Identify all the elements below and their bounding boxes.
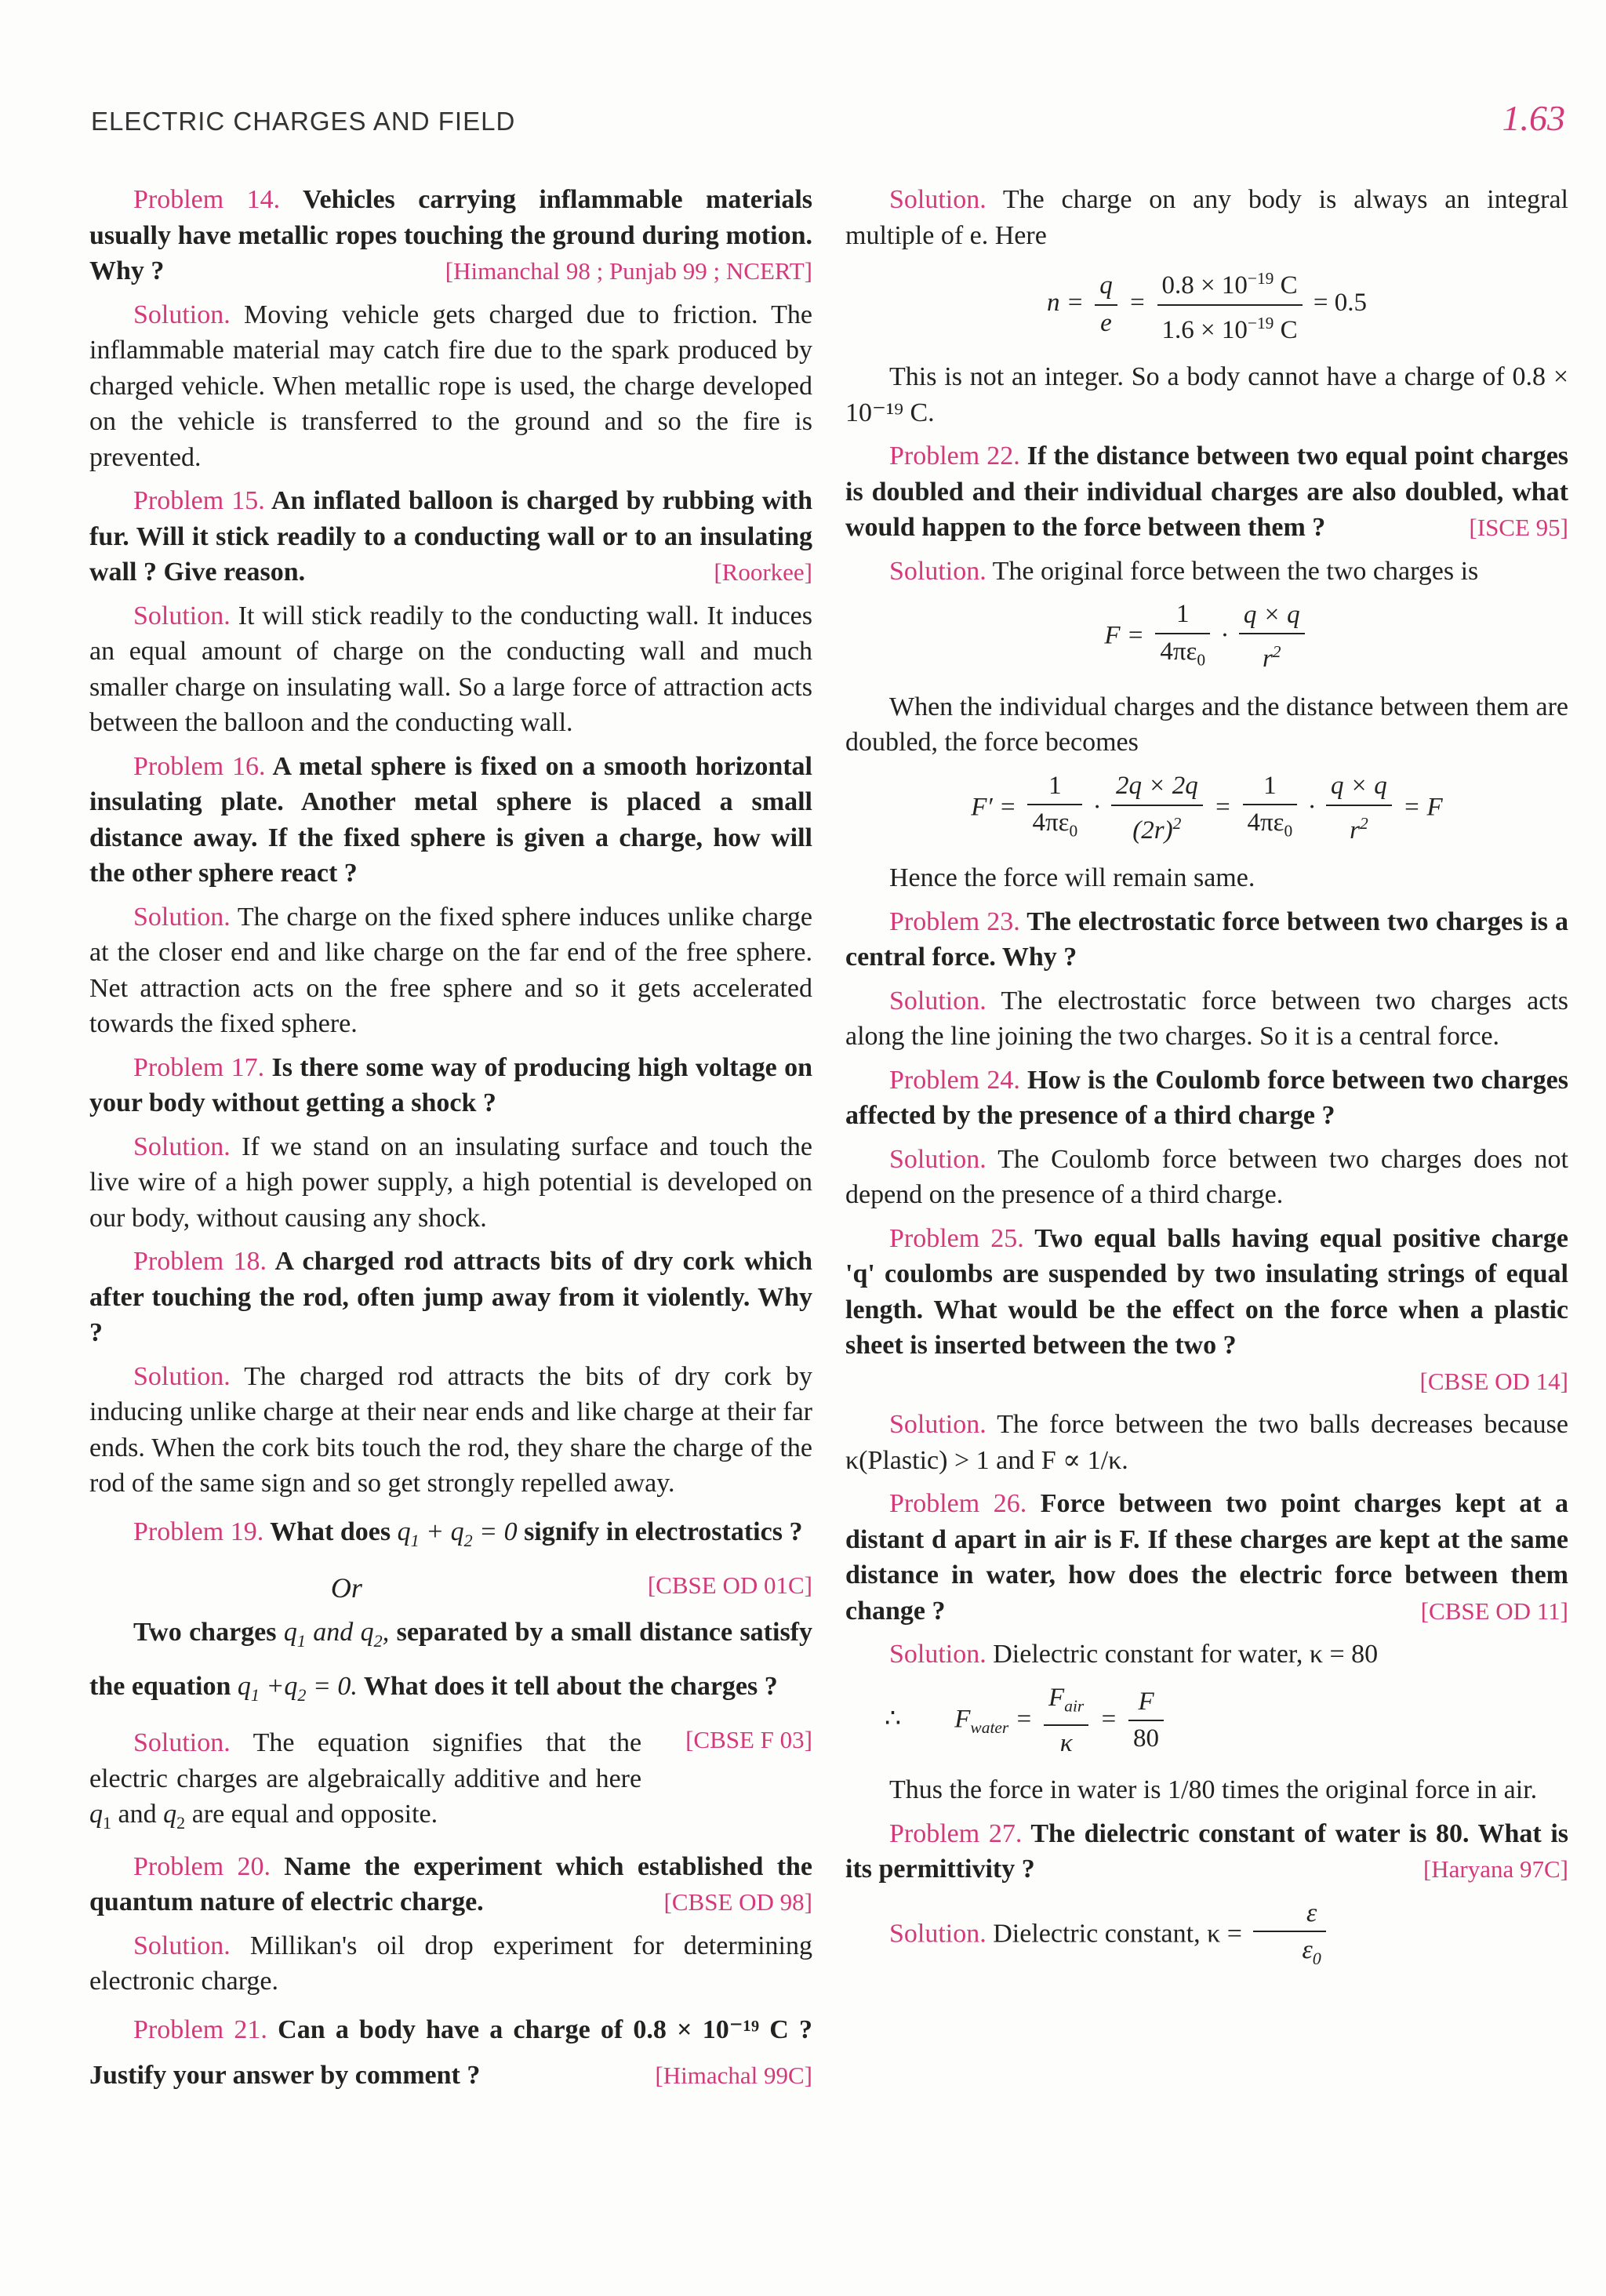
problem-label: Problem 21. <box>133 2014 267 2044</box>
problem-question-mid: separated by a small distance satisfy the equation <box>89 1617 813 1701</box>
problem-source: [CBSE OD 11] <box>1420 1597 1568 1625</box>
problem-24 <box>845 1063 1568 1134</box>
problem-question-start: What does <box>270 1517 391 1546</box>
solution-24 <box>845 1142 1568 1213</box>
solution-text: The charge on the fixed sphere induces unlike charge at the closer end and like charge on the far end of the free sphere. Net attraction acts on the free sphere and so it gets accelerated towards the fixed sphere. <box>89 902 812 1038</box>
problem-question: A metal sphere is fixed on a smooth horizontal insulating plate. Another metal sphere is placed a small distance away. If the fixed sphere is given a charge, how will the other sphere react ? <box>89 751 812 888</box>
problem-source: [CBSE F 03] <box>685 1726 812 1754</box>
problem-question: Force between two point charges kept at a distant d apart in air is F. If these charges are kept at the same distance in water, how does the electric force between them change ? <box>845 1489 1569 1626</box>
solution-19: Solution. The equation signifies that the electric charges are algebraically additive and here $q_1$ and $q_2$ are equal and opposite. <box>89 1728 642 1833</box>
problem-16 <box>89 749 812 892</box>
problem-23 <box>845 904 1568 975</box>
solution-text: The force between the two balls decreases because κ(Plastic) > 1 and F ∝ 1/κ. <box>845 1410 1569 1475</box>
solution-text: The electrostatic force between two charges acts along the line joining the two charges. So it is a central force. <box>845 986 1568 1052</box>
solution-text-end: are equal and opposite. <box>191 1800 438 1829</box>
problem-question: The dielectric constant of water is 80. What is its permittivity ? <box>845 1818 1569 1884</box>
problem-18 <box>89 1244 812 1351</box>
problem-question: Is there some way of producing high voltage on your body without getting a shock ? <box>89 1052 813 1117</box>
problem-source: [CBSE OD 98] <box>663 1888 812 1916</box>
problem-question: Name the experiment which established the quantum nature of electric charge. <box>89 1851 813 1917</box>
solution-text: When the individual charges and the distance between them are doubled, the force becomes <box>845 692 1568 757</box>
solution-18 <box>89 1359 812 1502</box>
solution-21 <box>845 182 1568 253</box>
solution-20 <box>89 1928 812 2000</box>
solution-23 <box>845 983 1568 1055</box>
equation-water-force: ∴ $F_{water}$ = $\frac{F_{air}}{\kappa}$ = $\frac{F}{80}$ <box>845 1680 1568 1762</box>
problem-25 <box>845 1221 1568 1400</box>
solution-text: Hence the force will remain same. <box>889 863 1255 893</box>
solution-text: Millikan's oil drop experiment for determining electronic charge. <box>89 1931 813 1996</box>
problem-question: A charged rod attracts bits of dry cork which after touching the rod, often jump away from it violently. Why ? <box>89 1247 813 1347</box>
solution-27: Solution. Dielectric constant, κ = $\frac{\varepsilon}{\varepsilon_0}$ <box>845 1895 1568 1977</box>
solution-label: Solution. <box>133 1728 231 1758</box>
solution-label: Solution. <box>133 300 231 329</box>
solution-label: Solution. <box>133 601 231 630</box>
problem-label: Problem 25. <box>889 1223 1024 1253</box>
solution-26 <box>845 1637 1568 1673</box>
problem-27 <box>845 1816 1568 1887</box>
solution-text: The original force between the two charges is <box>992 556 1479 586</box>
problem-label: Problem 16. <box>133 751 266 781</box>
solution-text: The Coulomb force between two charges does not depend on the presence of a third charge. <box>845 1144 1568 1210</box>
solution-text: Thus the force in water is 1/80 times the original force in air. <box>889 1775 1538 1805</box>
solution-label: Solution. <box>889 556 986 586</box>
charges-q1-q2: $q_1$ and $q_2$, <box>283 1617 390 1651</box>
problem-question: The electrostatic force between two charges is a central force. Why ? <box>845 906 1569 972</box>
solution-text: Dielectric constant for water, κ = 80 <box>993 1640 1379 1669</box>
solution-label: Solution. <box>889 1919 986 1949</box>
problem-question: An inflated balloon is charged by rubbing with fur. Will it stick readily to a conducting wall or to an insulating wall ? Give reason. <box>89 486 813 587</box>
problem-source: [Himanchal 98 ; Punjab 99 ; NCERT] <box>445 257 812 285</box>
problem-label: Problem 24. <box>889 1065 1020 1095</box>
right-column <box>845 182 1568 1985</box>
solution-label: Solution. <box>889 1640 986 1669</box>
problem-label: Problem 17. <box>133 1052 265 1082</box>
solution-text: The charge on any body is always an integral multiple of e. Here <box>845 185 1568 250</box>
problem-label: Problem 15. <box>133 486 265 515</box>
or-separator: Or <box>330 1572 362 1604</box>
solution-22 <box>845 554 1568 590</box>
solution-text: This is not an integer. So a body cannot have a charge of 0.8 × 10⁻¹⁹ C. <box>845 362 1568 427</box>
equation-force: F = $\frac{1}{4\pi\varepsilon_0}$ · $\frac{q \times q}{r^2}$ <box>845 597 1568 678</box>
solution-22-conclusion <box>845 860 1568 896</box>
solution-17 <box>89 1129 812 1237</box>
problem-21 <box>89 2007 812 2098</box>
solution-label: Solution. <box>133 902 231 932</box>
problem-22 <box>845 438 1568 546</box>
solution-text: Moving vehicle gets charged due to friction. The inflammable material may catch fire due to the spark produced by charged vehicle. When metallic rope is used, the charge developed on the vehicle is transferred to the ground and so the fire is prevented. <box>89 300 813 472</box>
problem-label: Problem 19. <box>133 1517 264 1546</box>
solution-26-conclusion <box>845 1772 1568 1808</box>
problem-15 <box>89 483 812 590</box>
problem-26 <box>845 1486 1568 1629</box>
problem-14 <box>89 182 812 289</box>
solution-label: Solution. <box>133 1931 231 1960</box>
solution-label: Solution. <box>133 1361 231 1391</box>
problem-question: If the distance between two equal point charges is doubled and their individual charges are also doubled, what would happen to the force between them ? <box>845 441 1569 542</box>
solution-text: The charged rod attracts the bits of dry cork by inducing unlike charge at their near ends and like charge at their far ends. When the cork bits touch the rod, they share the charge of the rod of the same sign and so get strongly repelled away. <box>89 1361 812 1498</box>
solution-label: Solution. <box>889 1144 986 1174</box>
solution-16 <box>89 899 812 1042</box>
problem-source: [Himachal 99C] <box>655 2061 812 2089</box>
problem-source: [Roorkee] <box>714 558 812 586</box>
problem-question: How is the Coulomb force between two charges affected by the presence of a third charge ? <box>845 1065 1569 1131</box>
problem-question-start: Two charges <box>133 1617 277 1647</box>
problem-question: Can a body have a charge of 0.8 × 10⁻¹⁹ C ? Justify your answer by comment ? <box>89 2014 813 2090</box>
problem-question-end: signify in electrostatics ? <box>524 1517 803 1546</box>
equation-q1-q2: $q_1 +q_2 = 0$. <box>237 1671 358 1705</box>
page-number: 1.63 <box>1502 98 1565 138</box>
equation-n: n = $\frac{q}{e}$ = $\frac{0.8 \times 10^{-19} C}{1.6 \times 10^{-19} C}$ = 0.5 <box>845 261 1568 348</box>
problem-label: Problem 23. <box>889 906 1020 936</box>
solution-label: Solution. <box>889 1410 986 1440</box>
solution-text: If we stand on an insulating surface and touch the live wire of a high power supply, a high potential is developed on our body, without causing any shock. <box>89 1132 812 1233</box>
solution-text: It will stick readily to the conducting wall. It induces an equal amount of charge on the conducting wall and much smaller charge on insulating wall. So a large force of attraction acts between the balloon and the conducting wall. <box>89 601 813 737</box>
solution-label: Solution. <box>889 986 986 1015</box>
solution-25 <box>845 1407 1568 1478</box>
equation-force-new: F′ = $\frac{1}{4\pi\varepsilon_0}$ · $\frac{2q \times 2q}{(2r)^2}$ = $\frac{1}{4\pi\varepsilon_0}$ · $\frac{q \times q}{r^2}$ = F <box>845 768 1568 850</box>
solution-label: Solution. <box>889 185 986 214</box>
problem-source: [Haryana 97C] <box>1423 1855 1568 1884</box>
problem-source: [CBSE OD 14] <box>1419 1367 1568 1395</box>
solution-15 <box>89 598 812 741</box>
problem-17 <box>89 1050 812 1121</box>
problem-source: [ISCE 95] <box>1469 514 1568 541</box>
problem-20 <box>89 1849 812 1920</box>
solution-text: Dielectric constant, κ = <box>993 1919 1242 1949</box>
left-column <box>89 182 812 2106</box>
equation-q1-q2: $q_1 + q_2 = 0$ <box>397 1517 518 1550</box>
problem-label: Problem 18. <box>133 1247 267 1276</box>
solution-text: The equation signifies that the electric charges are algebraically additive and here <box>89 1728 642 1793</box>
problem-label: Problem 26. <box>889 1489 1027 1519</box>
solution-14 <box>89 297 812 476</box>
running-header-title: ELECTRIC CHARGES AND FIELD <box>91 107 516 136</box>
problem-label: Problem 14. <box>133 185 281 214</box>
problem-label: Problem 20. <box>133 1851 271 1881</box>
problem-source: [CBSE OD 01C] <box>647 1571 812 1600</box>
problem-question: Vehicles carrying inflammable materials usually have metallic ropes touching the ground during motion. Why ? <box>89 185 812 285</box>
problem-label: Problem 27. <box>889 1818 1023 1848</box>
solution-21-conclusion <box>845 359 1568 430</box>
problem-label: Problem 22. <box>889 441 1020 470</box>
problem-question: Two equal balls having equal positive charge 'q' coulombs are suspended by two insulating strings of equal length. What would be the effect on the force when a plastic sheet is inserted between the two ? <box>845 1223 1568 1361</box>
problem-question-end: What does it tell about the charges ? <box>363 1671 778 1701</box>
solution-label: Solution. <box>133 1132 231 1161</box>
solution-22-middle <box>845 689 1568 761</box>
